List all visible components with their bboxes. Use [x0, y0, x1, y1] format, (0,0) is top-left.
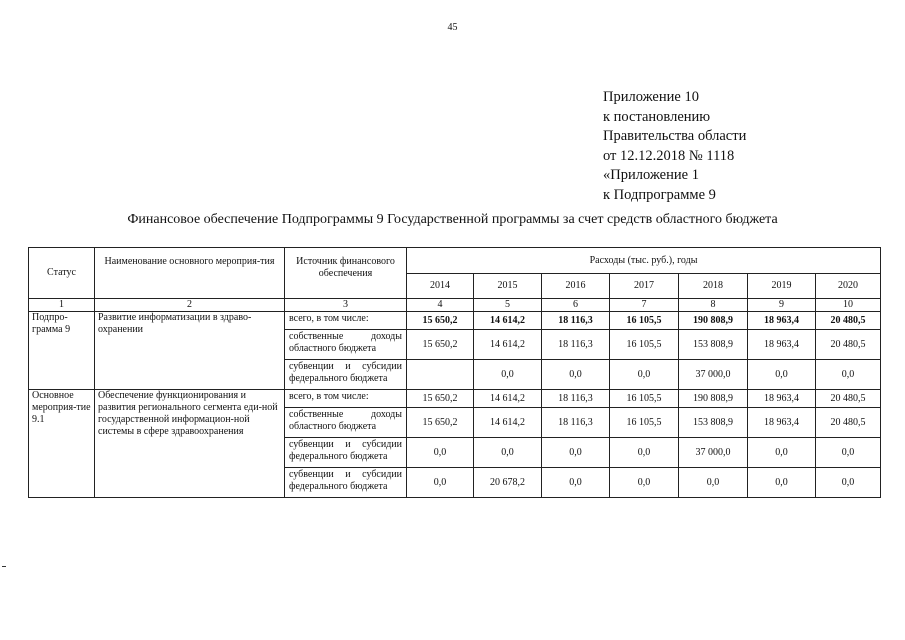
funding-source-cell: субвенции и субсидии федерального бюджета [285, 468, 407, 498]
amount-cell: 190 808,9 [679, 312, 748, 330]
amount-cell: 15 650,2 [407, 408, 474, 438]
appendix-line: к Подпрограмме 9 [603, 186, 716, 203]
column-number: 10 [816, 299, 881, 312]
amount-cell [407, 360, 474, 390]
amount-cell: 0,0 [474, 360, 542, 390]
amount-cell: 20 678,2 [474, 468, 542, 498]
amount-cell: 15 650,2 [407, 390, 474, 408]
amount-cell: 16 105,5 [610, 312, 679, 330]
amount-cell: 153 808,9 [679, 408, 748, 438]
column-number: 9 [748, 299, 816, 312]
amount-cell: 0,0 [542, 438, 610, 468]
header-year: 2020 [816, 274, 881, 299]
amount-cell: 0,0 [610, 468, 679, 498]
column-number: 3 [285, 299, 407, 312]
amount-cell: 20 480,5 [816, 390, 881, 408]
amount-cell: 0,0 [679, 468, 748, 498]
table-row [29, 312, 881, 330]
amount-cell: 0,0 [816, 468, 881, 498]
amount-cell: 18 116,3 [542, 330, 610, 360]
appendix-line: от 12.12.2018 № 1118 [603, 147, 735, 164]
amount-cell: 18 963,4 [748, 408, 816, 438]
amount-cell: 37 000,0 [679, 360, 748, 390]
table-row [29, 390, 881, 408]
header-source: Источник финансового обеспечения [285, 248, 407, 299]
column-number: 6 [542, 299, 610, 312]
funding-table [28, 247, 881, 498]
amount-cell: 190 808,9 [679, 390, 748, 408]
amount-cell: 14 614,2 [474, 408, 542, 438]
funding-source-cell: всего, в том числе: [285, 390, 407, 408]
funding-source-cell: собственные доходы областного бюджета [285, 330, 407, 360]
column-number: 4 [407, 299, 474, 312]
column-number: 2 [95, 299, 285, 312]
amount-cell: 16 105,5 [610, 408, 679, 438]
status-cell: Основное мероприя-тие 9.1 [29, 390, 95, 498]
funding-source-cell: субвенции и субсидии федерального бюджета [285, 438, 407, 468]
header-status: Статус [29, 248, 95, 299]
status-cell: Подпро-грамма 9 [29, 312, 95, 390]
amount-cell: 0,0 [816, 438, 881, 468]
amount-cell: 18 963,4 [748, 390, 816, 408]
header-year: 2014 [407, 274, 474, 299]
amount-cell: 18 116,3 [542, 408, 610, 438]
appendix-block [603, 88, 746, 205]
funding-source-cell: всего, в том числе: [285, 312, 407, 330]
amount-cell: 14 614,2 [474, 390, 542, 408]
amount-cell: 14 614,2 [474, 330, 542, 360]
amount-cell: 20 480,5 [816, 312, 881, 330]
funding-source-cell: субвенции и субсидии федерального бюджета [285, 360, 407, 390]
header-year: 2017 [610, 274, 679, 299]
amount-cell: 18 963,4 [748, 312, 816, 330]
column-number: 7 [610, 299, 679, 312]
amount-cell: 0,0 [407, 438, 474, 468]
amount-cell: 0,0 [748, 468, 816, 498]
amount-cell: 20 480,5 [816, 330, 881, 360]
amount-cell: 37 000,0 [679, 438, 748, 468]
column-number: 8 [679, 299, 748, 312]
amount-cell: 16 105,5 [610, 390, 679, 408]
amount-cell: 18 116,3 [542, 312, 610, 330]
column-number: 1 [29, 299, 95, 312]
amount-cell: 0,0 [542, 360, 610, 390]
amount-cell: 0,0 [816, 360, 881, 390]
activity-name-cell: Обеспечение функционирования и развития регионального сегмента еди-ной государственной информацион-ной системы в сфере здравоохранения [95, 390, 285, 498]
amount-cell: 18 116,3 [542, 390, 610, 408]
header-expenses: Расходы (тыс. руб.), годы [407, 248, 881, 274]
amount-cell: 14 614,2 [474, 312, 542, 330]
appendix-line: Приложение 10 [603, 89, 699, 105]
document-title: Финансовое обеспечение Подпрограммы 9 Государственной программы за счет средств областного бюджета [127, 212, 778, 227]
amount-cell: 0,0 [610, 438, 679, 468]
appendix-line: к постановлению [603, 108, 711, 125]
column-number: 5 [474, 299, 542, 312]
header-year: 2018 [679, 274, 748, 299]
page-number: 45 [447, 22, 458, 33]
appendix-line: Правительства области [603, 128, 747, 144]
amount-cell: 0,0 [407, 468, 474, 498]
header-year: 2016 [542, 274, 610, 299]
header-name: Наименование основного мероприя-тия [95, 248, 285, 299]
amount-cell: 20 480,5 [816, 408, 881, 438]
activity-name-cell: Развитие информатизации в здраво-охранении [95, 312, 285, 390]
header-year: 2015 [474, 274, 542, 299]
amount-cell: 16 105,5 [610, 330, 679, 360]
appendix-line: «Приложение 1 [603, 167, 699, 183]
amount-cell: 0,0 [610, 360, 679, 390]
amount-cell: 0,0 [748, 360, 816, 390]
margin-mark [2, 566, 6, 567]
funding-source-cell: собственные доходы областного бюджета [285, 408, 407, 438]
amount-cell: 0,0 [474, 438, 542, 468]
header-year: 2019 [748, 274, 816, 299]
amount-cell: 18 963,4 [748, 330, 816, 360]
amount-cell: 153 808,9 [679, 330, 748, 360]
amount-cell: 15 650,2 [407, 330, 474, 360]
amount-cell: 0,0 [748, 438, 816, 468]
amount-cell: 0,0 [542, 468, 610, 498]
amount-cell: 15 650,2 [407, 312, 474, 330]
